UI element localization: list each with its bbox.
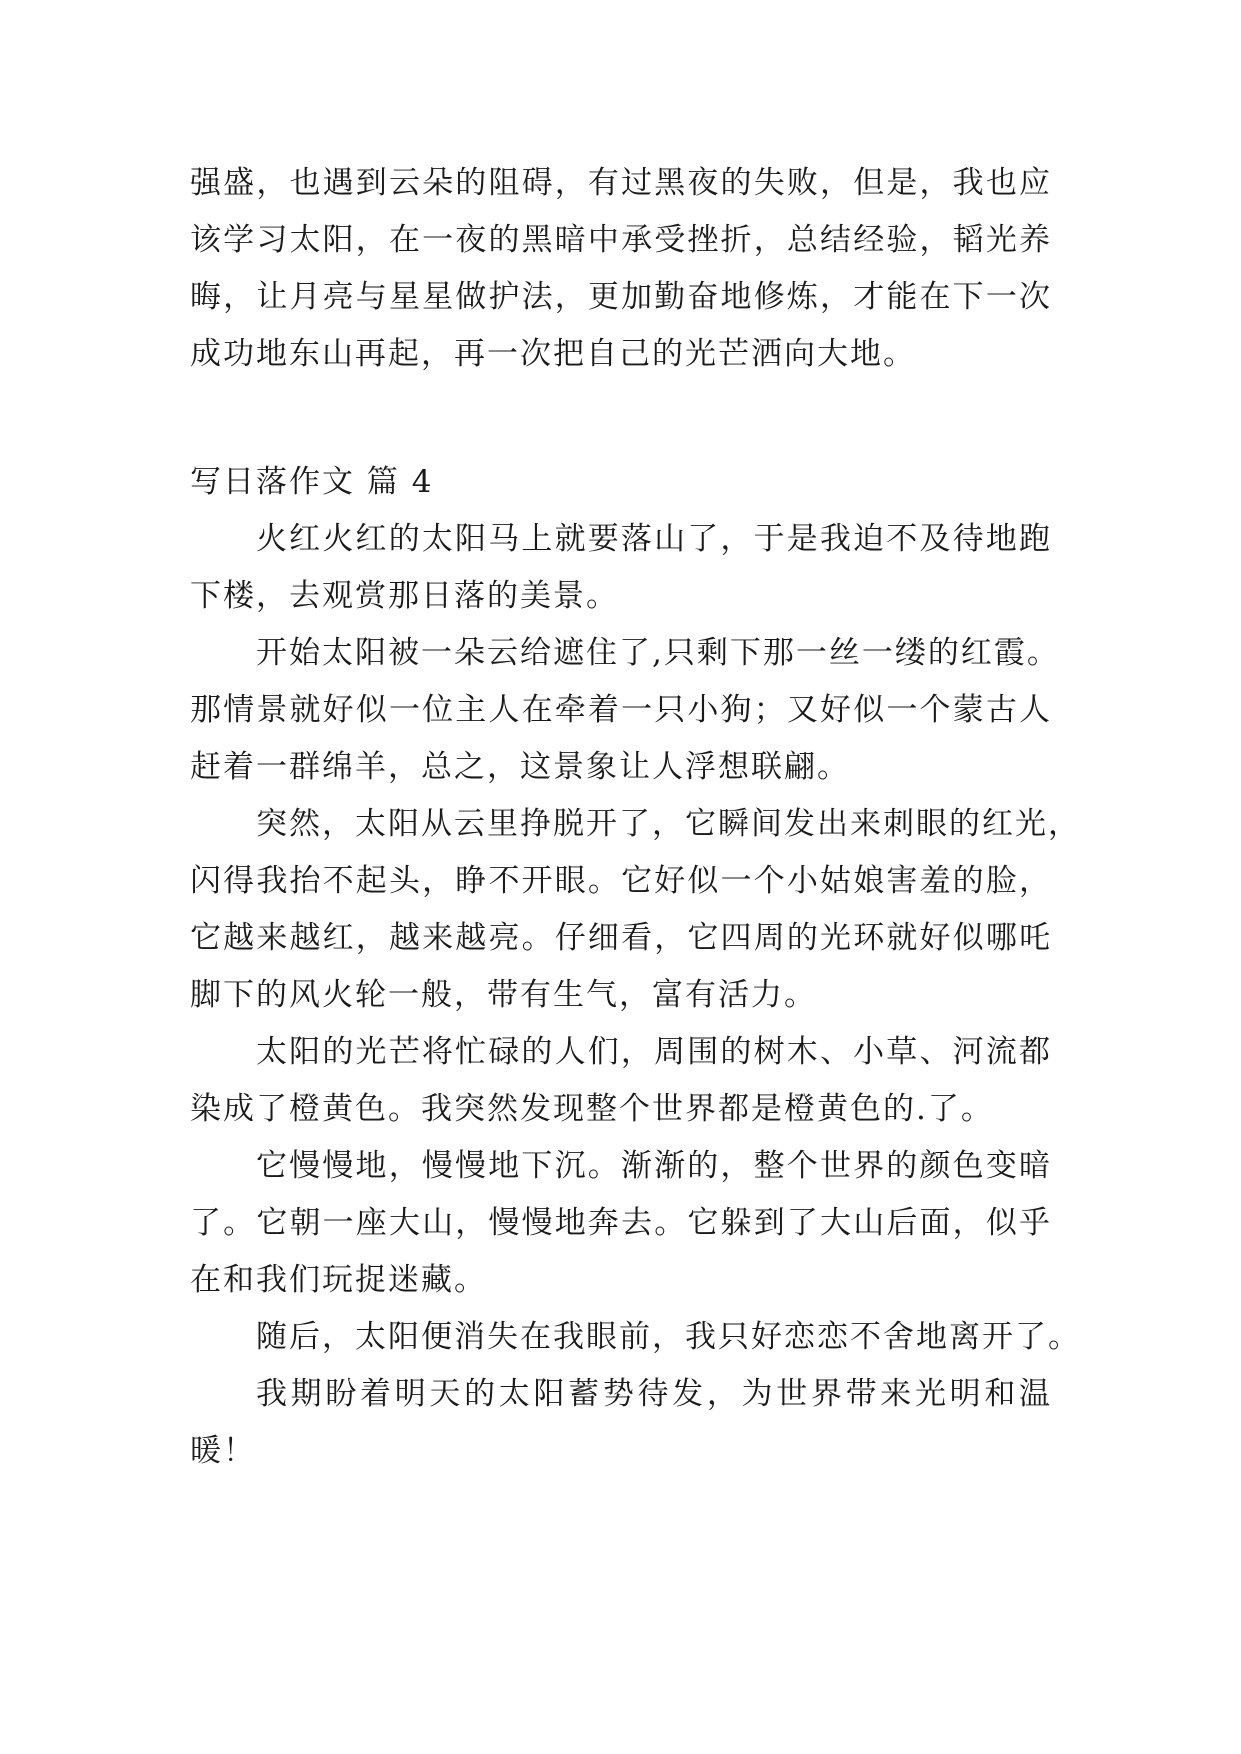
paragraph-5-line-2: 了。它朝一座大山，慢慢地奔去。它躲到了大山后面，似乎 [190, 1205, 1052, 1241]
paragraph-1-line-1: 火红火红的太阳马上就要落山了，于是我迫不及待地跑 [256, 521, 1052, 557]
paragraph-3-line-2: 闪得我抬不起头，睁不开眼。它好似一个小姑娘害羞的脸， [190, 863, 1052, 899]
paragraph-7-line-1: 我期盼着明天的太阳蓄势待发，为世界带来光明和温 [256, 1376, 1052, 1412]
paragraph-6-line-1: 随后，太阳便消失在我眼前，我只好恋恋不舍地离开了。 [256, 1319, 1081, 1355]
intro-line-2: 该学习太阳，在一夜的黑暗中承受挫折，总结经验，韬光养 [190, 222, 1052, 258]
intro-line-3: 晦，让月亮与星星做护法，更加勤奋地修炼，才能在下一次 [190, 279, 1052, 315]
paragraph-5-line-1: 它慢慢地，慢慢地下沉。渐渐的，整个世界的颜色变暗 [256, 1148, 1052, 1184]
intro-line-1: 强盛，也遇到云朵的阻碍，有过黑夜的失败，但是，我也应 [190, 165, 1052, 201]
paragraph-5-line-3: 在和我们玩捉迷藏。 [190, 1262, 487, 1298]
paragraph-7-line-2: 暖！ [190, 1433, 256, 1469]
section-title: 写日落作文 篇 4 [190, 464, 434, 500]
paragraph-3-line-3: 它越来越红，越来越亮。仔细看，它四周的光环就好似哪吒 [190, 920, 1052, 956]
paragraph-4-line-1: 太阳的光芒将忙碌的人们，周围的树木、小草、河流都 [256, 1034, 1052, 1070]
paragraph-3-line-1: 突然，太阳从云里挣脱开了，它瞬间发出来刺眼的红光， [256, 806, 1081, 842]
paragraph-3-line-4: 脚下的风火轮一般，带有生气，富有活力。 [190, 977, 817, 1013]
intro-line-4: 成功地东山再起，再一次把自己的光芒洒向大地。 [190, 336, 916, 372]
paragraph-2-line-1: 开始太阳被一朵云给遮住了,只剩下那一丝一缕的红霞。 [256, 635, 1060, 671]
paragraph-2-line-2: 那情景就好似一位主人在牵着一只小狗；又好似一个蒙古人 [190, 692, 1052, 728]
paragraph-1-line-2: 下楼，去观赏那日落的美景。 [190, 578, 619, 614]
paragraph-2-line-3: 赶着一群绵羊，总之，这景象让人浮想联翩。 [190, 749, 850, 785]
paragraph-4-line-2: 染成了橙黄色。我突然发现整个世界都是橙黄色的.了。 [190, 1091, 994, 1127]
